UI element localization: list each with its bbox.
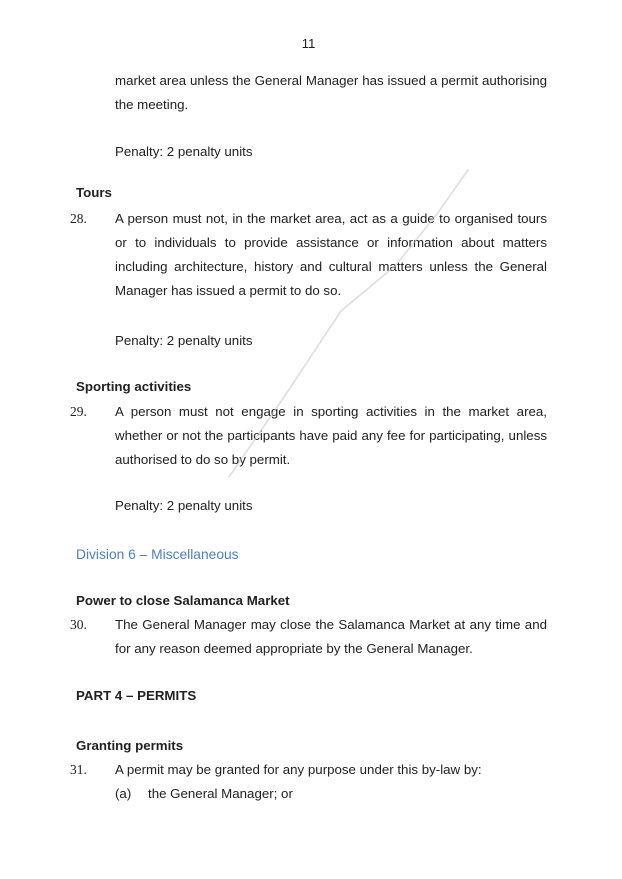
clause-29 bbox=[70, 400, 547, 472]
subitem-a bbox=[115, 782, 547, 806]
clause-text: A person must not engage in sporting activities in the market area, whether or not the participants have paid any fee for participating, unless authorised to do so by permit. bbox=[115, 404, 547, 467]
clause-30 bbox=[70, 613, 547, 661]
penalty-note: Penalty: 2 penalty units bbox=[115, 333, 253, 348]
subitem-label: (a) bbox=[115, 786, 132, 801]
penalty-note: Penalty: 2 penalty units bbox=[115, 498, 253, 513]
clause-31 bbox=[70, 758, 547, 782]
heading-tours: Tours bbox=[76, 185, 112, 200]
clause-number: 30. bbox=[70, 617, 87, 632]
clause-text: A permit may be granted for any purpose under this by-law by: bbox=[115, 762, 482, 777]
clause-text: The General Manager may close the Salamanca Market at any time and for any reason deemed appropriate by the General Manager. bbox=[115, 617, 547, 656]
heading-sporting-activities: Sporting activities bbox=[76, 379, 192, 394]
clause-28 bbox=[70, 207, 547, 303]
penalty-note: Penalty: 2 penalty units bbox=[115, 144, 253, 159]
heading-power-to-close: Power to close Salamanca Market bbox=[76, 593, 290, 608]
clause-number: 28. bbox=[70, 211, 87, 226]
heading-granting-permits: Granting permits bbox=[76, 738, 184, 753]
heading-division-6: Division 6 – Miscellaneous bbox=[76, 547, 239, 562]
paragraph-continuation: market area unless the General Manager has issued a permit authorising the meeting. bbox=[115, 73, 547, 112]
clause-number: 31. bbox=[70, 762, 87, 777]
page-number: 11 bbox=[301, 36, 316, 51]
clause-number: 29. bbox=[70, 404, 87, 419]
heading-part-4: PART 4 – PERMITS bbox=[76, 688, 197, 703]
subitem-text: the General Manager; or bbox=[148, 786, 293, 801]
clause-text: A person must not, in the market area, act as a guide to organised tours or to individuals to provide assistance or information about matters including architecture, history and cultural matters unless the General Manager has issued a permit to do so. bbox=[115, 211, 547, 298]
